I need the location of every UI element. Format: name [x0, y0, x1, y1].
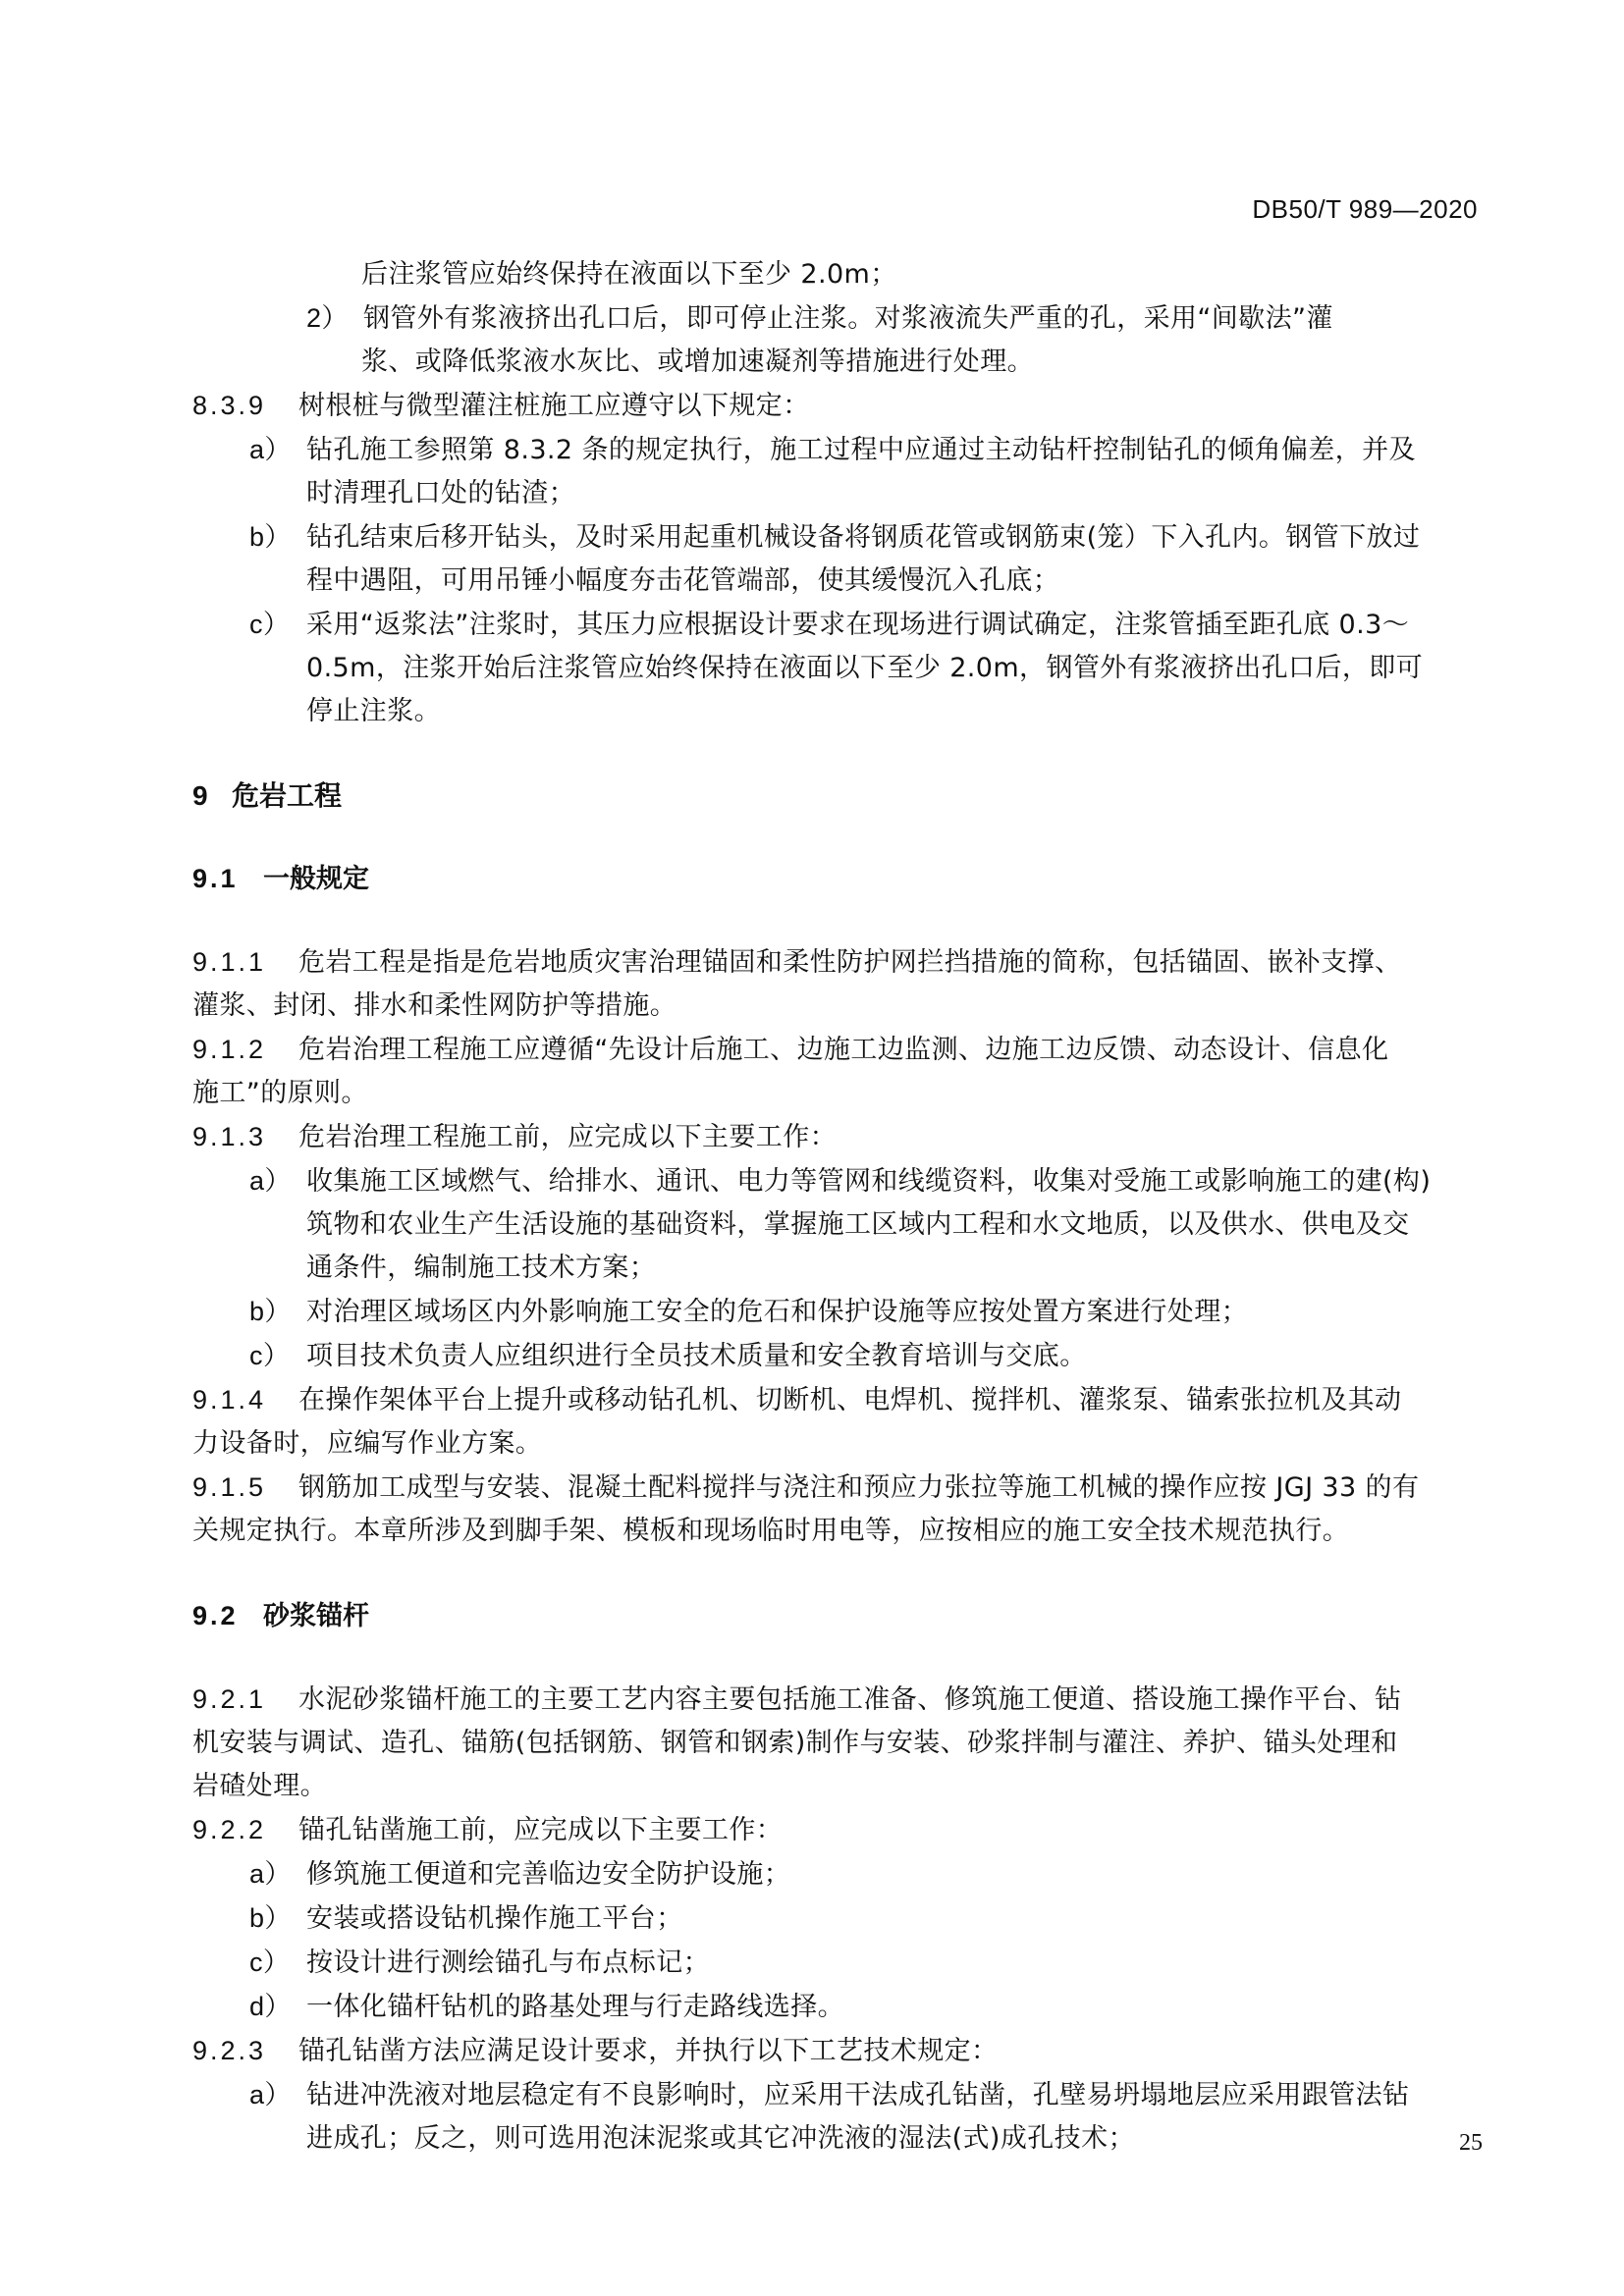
clause-cont: 机安装与调试、造孔、锚筋(包括钢筋、钢管和钢索)制作与安装、砂浆拌制与灌注、养护、锚头处理和 — [192, 1728, 1398, 1758]
continuation-line: 后注浆管应始终保持在液面以下至少 2.0m； — [361, 259, 897, 290]
chapter-number: 9 — [192, 780, 208, 811]
clause-number: 9.1.4 — [192, 1385, 267, 1415]
clause-cont: 关规定执行。本章所涉及到脚手架、模板和现场临时用电等，应按相应的施工安全技术规范执行。 — [192, 1516, 1350, 1546]
item-mark: b） — [249, 1297, 292, 1326]
clause-9-2-3 — [192, 2029, 1481, 2073]
list-item — [192, 1334, 1481, 1378]
clause-cont: 施工”的原则。 — [192, 1078, 368, 1108]
list-item-cont: 通条件，编制施工技术方案； — [306, 1253, 657, 1283]
list-item — [192, 1985, 1481, 2029]
item-text: 安装或搭设钻机操作施工平台； — [306, 1903, 683, 1934]
list-item — [192, 515, 1481, 560]
clause-text: 危岩治理工程施工应遵循“先设计后施工、边施工边监测、边施工边反馈、动态设计、信息化 — [298, 1035, 1389, 1065]
clause-8-3-9 — [192, 384, 1481, 428]
item-text: 对治理区域场区内外影响施工安全的危石和保护设施等应按处置方案进行处理； — [306, 1297, 1248, 1327]
list-item-cont: 停止注浆。 — [306, 696, 441, 726]
item-text: 修筑施工便道和完善临边安全防护设施； — [306, 1859, 791, 1890]
clause-text: 在操作架体平台上提升或移动钻孔机、切断机、电焊机、搅拌机、灌浆泵、锚索张拉机及其动 — [298, 1385, 1402, 1415]
list-item-cont: 时清理孔口处的钻渣； — [306, 478, 575, 508]
clause-text: 锚孔钻凿方法应满足设计要求，并执行以下工艺技术规定： — [298, 2036, 999, 2066]
item-mark: c） — [249, 1341, 291, 1370]
section-number: 9.2 — [192, 1601, 239, 1630]
section-heading — [192, 857, 1481, 901]
chapter-title: 危岩工程 — [232, 779, 343, 812]
clause-text: 树根桩与微型灌注桩施工应遵守以下规定： — [298, 391, 810, 421]
item-mark: d） — [249, 1992, 292, 2021]
section-title: 一般规定 — [263, 864, 369, 894]
clause-cont: 力设备时，应编写作业方案。 — [192, 1428, 543, 1459]
list-item-cont: 进成孔；反之，则可选用泡沫泥浆或其它冲洗液的湿法(式)成孔技术； — [306, 2123, 1135, 2154]
item-mark: c） — [249, 1948, 291, 1977]
list-item — [192, 296, 1481, 341]
clause-9-1-1 — [192, 940, 1481, 985]
clause-9-1-2 — [192, 1028, 1481, 1072]
item-mark: 2） — [306, 303, 349, 333]
clause-text: 危岩工程是指是危岩地质灾害治理锚固和柔性防护网拦挡措施的简称，包括锚固、嵌补支撑、 — [298, 947, 1402, 978]
body-text — [192, 253, 1481, 2161]
clause-number: 9.1.5 — [192, 1472, 267, 1502]
item-text: 钻孔施工参照第 8.3.2 条的规定执行，施工过程中应通过主动钻杆控制钻孔的倾角偏差，并及 — [306, 435, 1416, 465]
item-mark: b） — [249, 1903, 292, 1933]
clause-9-2-2 — [192, 1808, 1481, 1852]
item-text: 按设计进行测绘锚孔与布点标记； — [306, 1948, 710, 1978]
item-text: 采用“返浆法”注浆时，其压力应根据设计要求在现场进行调试确定，注浆管插至距孔底 0.3～ — [306, 610, 1410, 640]
list-item — [192, 603, 1481, 647]
section-title: 砂浆锚杆 — [263, 1601, 369, 1631]
clause-number: 9.1.3 — [192, 1122, 267, 1151]
clause-text: 锚孔钻凿施工前，应完成以下主要工作： — [298, 1815, 784, 1845]
item-text: 收集施工区域燃气、给排水、通讯、电力等管网和线缆资料，收集对受施工或影响施工的建(构) — [306, 1166, 1432, 1197]
list-item-cont: 浆、或降低浆液水灰比、或增加速凝剂等措施进行处理。 — [361, 347, 1034, 377]
item-text: 钢管外有浆液挤出孔口后，即可停止注浆。对浆液流失严重的孔，采用“间歇法”灌 — [363, 303, 1333, 334]
clause-cont: 岩碴处理。 — [192, 1771, 327, 1801]
item-text: 项目技术负责人应组织进行全员技术质量和安全教育培训与交底。 — [306, 1341, 1087, 1371]
list-item — [192, 2073, 1481, 2117]
list-item — [192, 1159, 1481, 1203]
clause-number: 9.2.1 — [192, 1684, 267, 1714]
clause-cont: 灌浆、封闭、排水和柔性网防护等措施。 — [192, 990, 677, 1021]
clause-number: 8.3.9 — [192, 391, 267, 420]
item-mark: a） — [249, 435, 292, 464]
clause-number: 9.1.1 — [192, 947, 267, 977]
list-item — [192, 1896, 1481, 1941]
chapter-heading — [192, 774, 1481, 818]
item-text: 一体化锚杆钻机的路基处理与行走路线选择。 — [306, 1992, 844, 2022]
list-item — [192, 428, 1481, 472]
clause-9-1-5 — [192, 1466, 1481, 1510]
clause-9-1-4 — [192, 1378, 1481, 1422]
item-mark: a） — [249, 1166, 292, 1196]
clause-9-1-3 — [192, 1115, 1481, 1159]
list-item — [192, 1941, 1481, 1985]
item-mark: b） — [249, 522, 292, 552]
item-mark: a） — [249, 1859, 292, 1889]
clause-number: 9.2.2 — [192, 1815, 267, 1844]
clause-text: 钢筋加工成型与安装、混凝土配料搅拌与浇注和预应力张拉等施工机械的操作应按 JGJ 33 的有 — [298, 1472, 1420, 1503]
clause-number: 9.2.3 — [192, 2036, 267, 2065]
section-heading — [192, 1594, 1481, 1638]
list-item-cont: 0.5m，注浆开始后注浆管应始终保持在液面以下至少 2.0m，钢管外有浆液挤出孔口后，即可 — [306, 653, 1424, 683]
item-text: 钻孔结束后移开钻头，及时采用起重机械设备将钢质花管或钢筋束(笼）下入孔内。钢管下放过 — [306, 522, 1421, 553]
item-text: 钻进冲洗液对地层稳定有不良影响时，应采用干法成孔钻凿，孔壁易坍塌地层应采用跟管法钻 — [306, 2080, 1410, 2110]
clause-number: 9.1.2 — [192, 1035, 267, 1064]
clause-text: 水泥砂浆锚杆施工的主要工艺内容主要包括施工准备、修筑施工便道、搭设施工操作平台、钻 — [298, 1684, 1402, 1715]
item-mark: a） — [249, 2080, 292, 2109]
standard-code: DB50/T 989—2020 — [1252, 194, 1478, 224]
list-item-cont: 程中遇阻，可用吊锤小幅度夯击花管端部，使其缓慢沉入孔底； — [306, 565, 1060, 596]
list-item-cont: 筑物和农业生产生活设施的基础资料，掌握施工区域内工程和水文地质，以及供水、供电及交 — [306, 1209, 1410, 1240]
clause-9-2-1 — [192, 1678, 1481, 1722]
section-number: 9.1 — [192, 864, 239, 893]
list-item — [192, 1290, 1481, 1334]
item-mark: c） — [249, 610, 291, 639]
page-number: 25 — [1459, 2130, 1483, 2156]
clause-text: 危岩治理工程施工前，应完成以下主要工作： — [298, 1122, 837, 1152]
list-item — [192, 1852, 1481, 1896]
